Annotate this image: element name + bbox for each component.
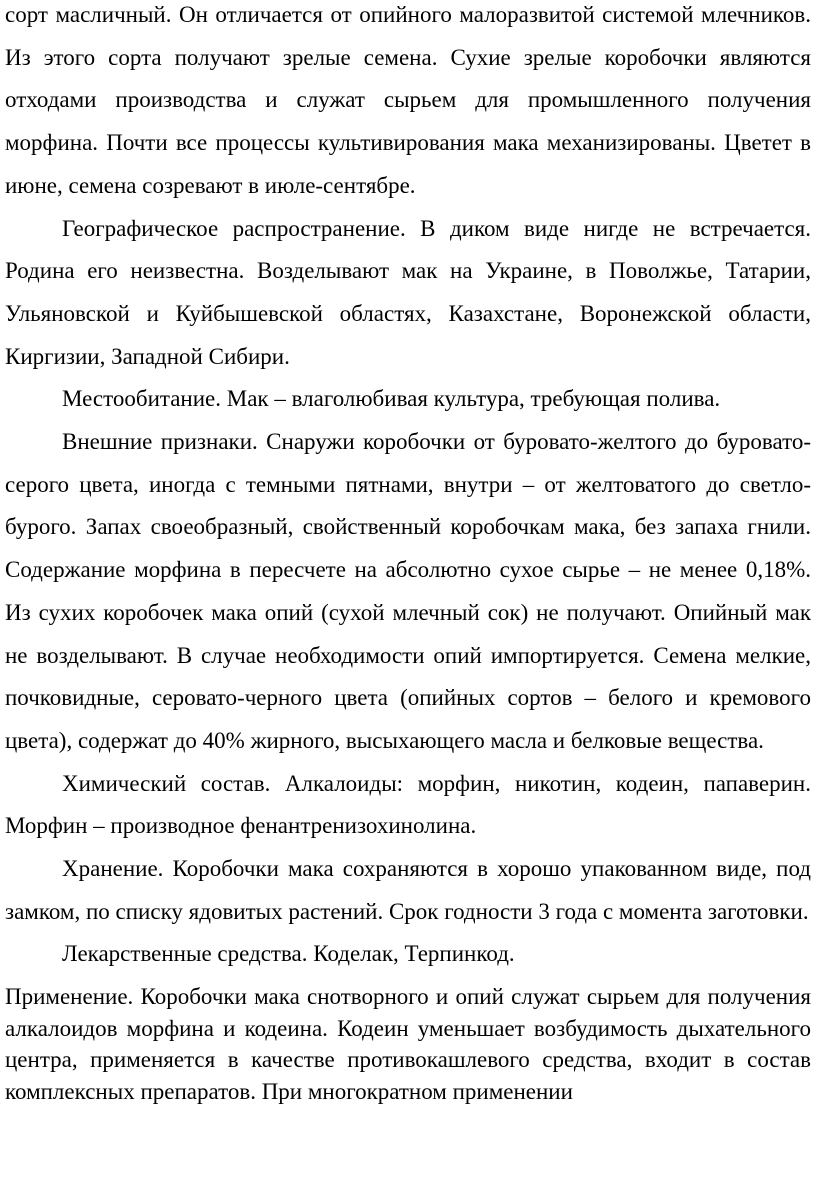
document-page xyxy=(5,0,811,1107)
paragraph-application: Применение. Коробочки мака снотворного и опий служат сырьем для получения алкалоидов морфина и кодеина. Кодеин уменьшает возбудимость дыхательного центра, применяется в качестве противокашлевого средства, входит в состав комплексных препаратов. При многократном применении xyxy=(5,984,811,1104)
paragraph-geographic-distribution: Географическое распространение. В диком виде нигде не встречается. Родина его неизвестна. Возделывают мак на Украине, в Поволжье, Татарии, Ульяновской и Куйбышевской областях, Казахстане, Воронежской области, Киргизии, Западной Сибири. xyxy=(5,215,811,369)
paragraph-chemical-composition: Химический состав. Алкалоиды: морфин, никотин, кодеин, папаверин. Морфин – производное фенантренизохинолина. xyxy=(5,770,811,839)
paragraph-habitat: Местообитание. Мак – влаголюбивая культура, требующая полива. xyxy=(62,386,721,412)
paragraph-external-features: Внешние признаки. Снаружи коробочки от буровато-желтого до буровато-серого цвета, иногда с темными пятнами, внутри – от желтоватого до светло-бурого. Запах своеобразный, свойственный коробочкам мака, без запаха гнили. Содержание морфина в пересчете на абсолютно сухое сырье – не менее 0,18%. Из сухих коробочек мака опий (сухой млечный сок) не получают. Опийный мак не возделывают. В случае необходимости опий импортируется. Семена мелкие, почковидные, серовато-черного цвета (опийных сортов – белого и кремового цвета), содержат до 40% жирного, высыхающего масла и белковые вещества. xyxy=(5,429,811,753)
paragraph-variety-description: сорт масличный. Он отличается от опийного малоразвитой системой млечников. Из этого сорта получают зрелые семена. Сухие зрелые коробочки являются отходами производства и служат сырьем для промышленного получения морфина. Почти все процессы культивирования мака механизированы. Цветет в июне, семена созревают в июле-сентябре. xyxy=(5,2,811,198)
paragraph-storage: Хранение. Коробочки мака сохраняются в хорошо упакованном виде, под замком, по списку ядовитых растений. Срок годности 3 года с момента заготовки. xyxy=(5,856,811,924)
paragraph-medicinal-products: Лекарственные средства. Коделак, Терпинкод. xyxy=(62,941,515,967)
